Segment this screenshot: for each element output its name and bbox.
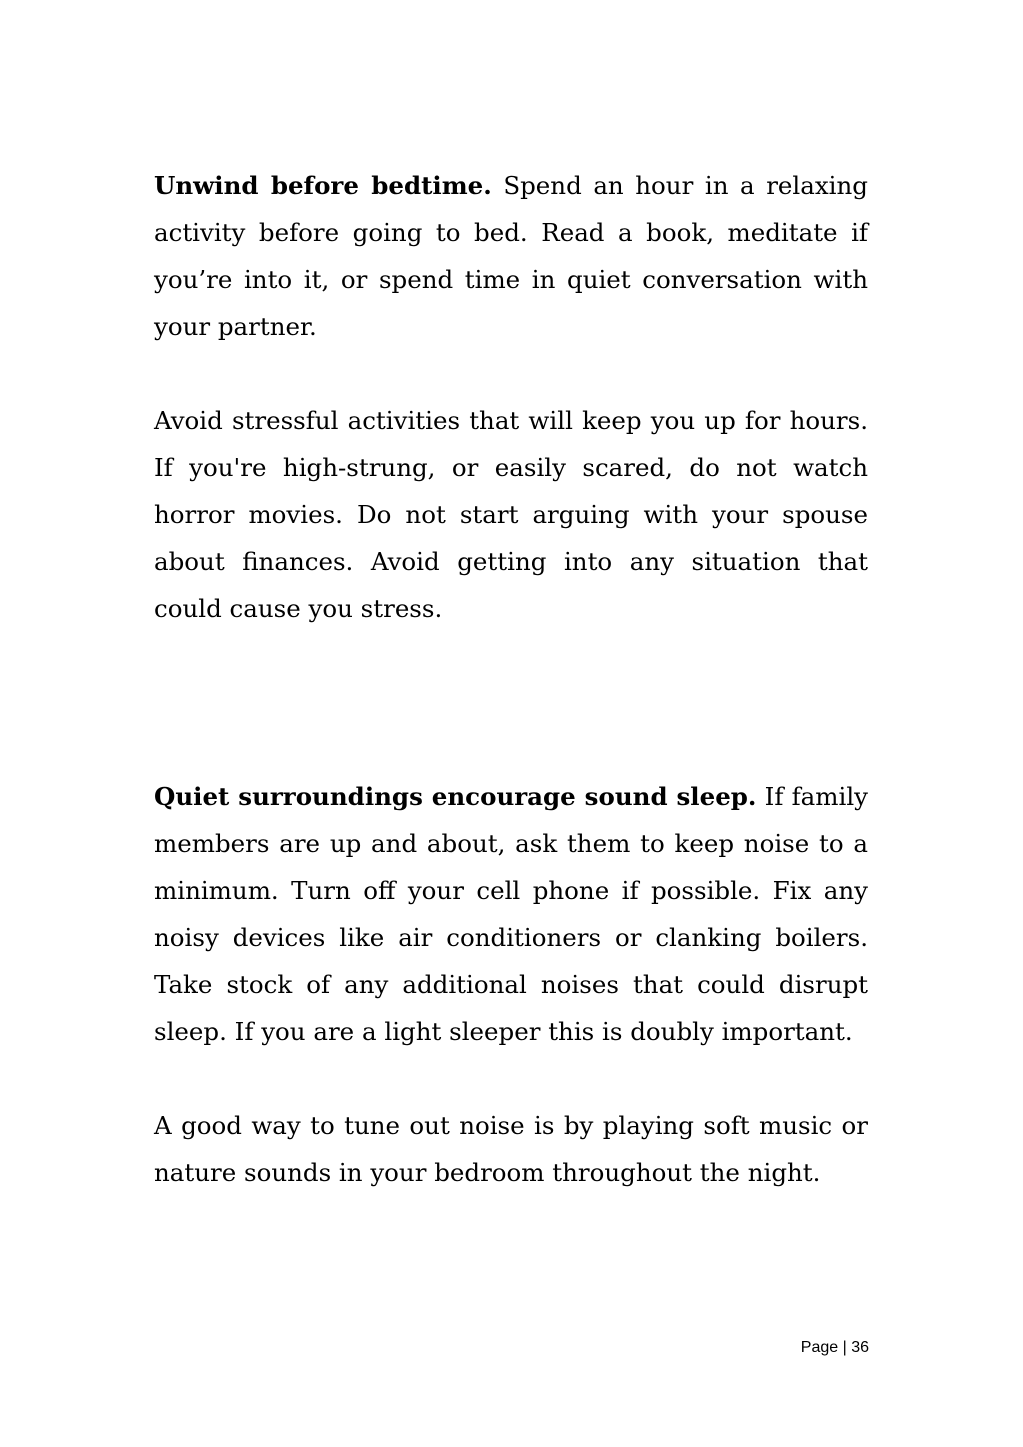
paragraph-text: Avoid stressful activities that will keep you up for hours. If you're high-strung, or easily scared, do not watch horror movies. Do not start arguing with your spouse about finances. Avoid getting into any situation that could cause you stress. xyxy=(154,406,868,623)
paragraph-unwind xyxy=(154,162,868,350)
paragraph-text: A good way to tune out noise is by playing soft music or nature sounds in your bedroom throughout the night. xyxy=(154,1111,868,1187)
page-number: Page | 36 xyxy=(800,1339,869,1356)
paragraph-heading: Quiet surroundings encourage sound sleep. xyxy=(154,782,757,811)
paragraph-tune-out-noise xyxy=(154,1102,868,1196)
paragraph-heading: Unwind before bedtime. xyxy=(154,171,492,200)
paragraph-text: If family members are up and about, ask them to keep noise to a minimum. Turn off your cell phone if possible. Fix any noisy devices like air conditioners or clanking boilers. Take stock of any additional noises that could disrupt sleep. If you are a light sleeper this is doubly important. xyxy=(154,782,868,1046)
paragraph-text: Spend an hour in a relaxing activity before going to bed. Read a book, meditate if you’re into it, or spend time in quiet conversation with your partner. xyxy=(154,171,868,341)
paragraph-quiet-surroundings xyxy=(154,773,868,1055)
paragraph-avoid-stress xyxy=(154,397,868,632)
page-body xyxy=(154,162,868,1196)
